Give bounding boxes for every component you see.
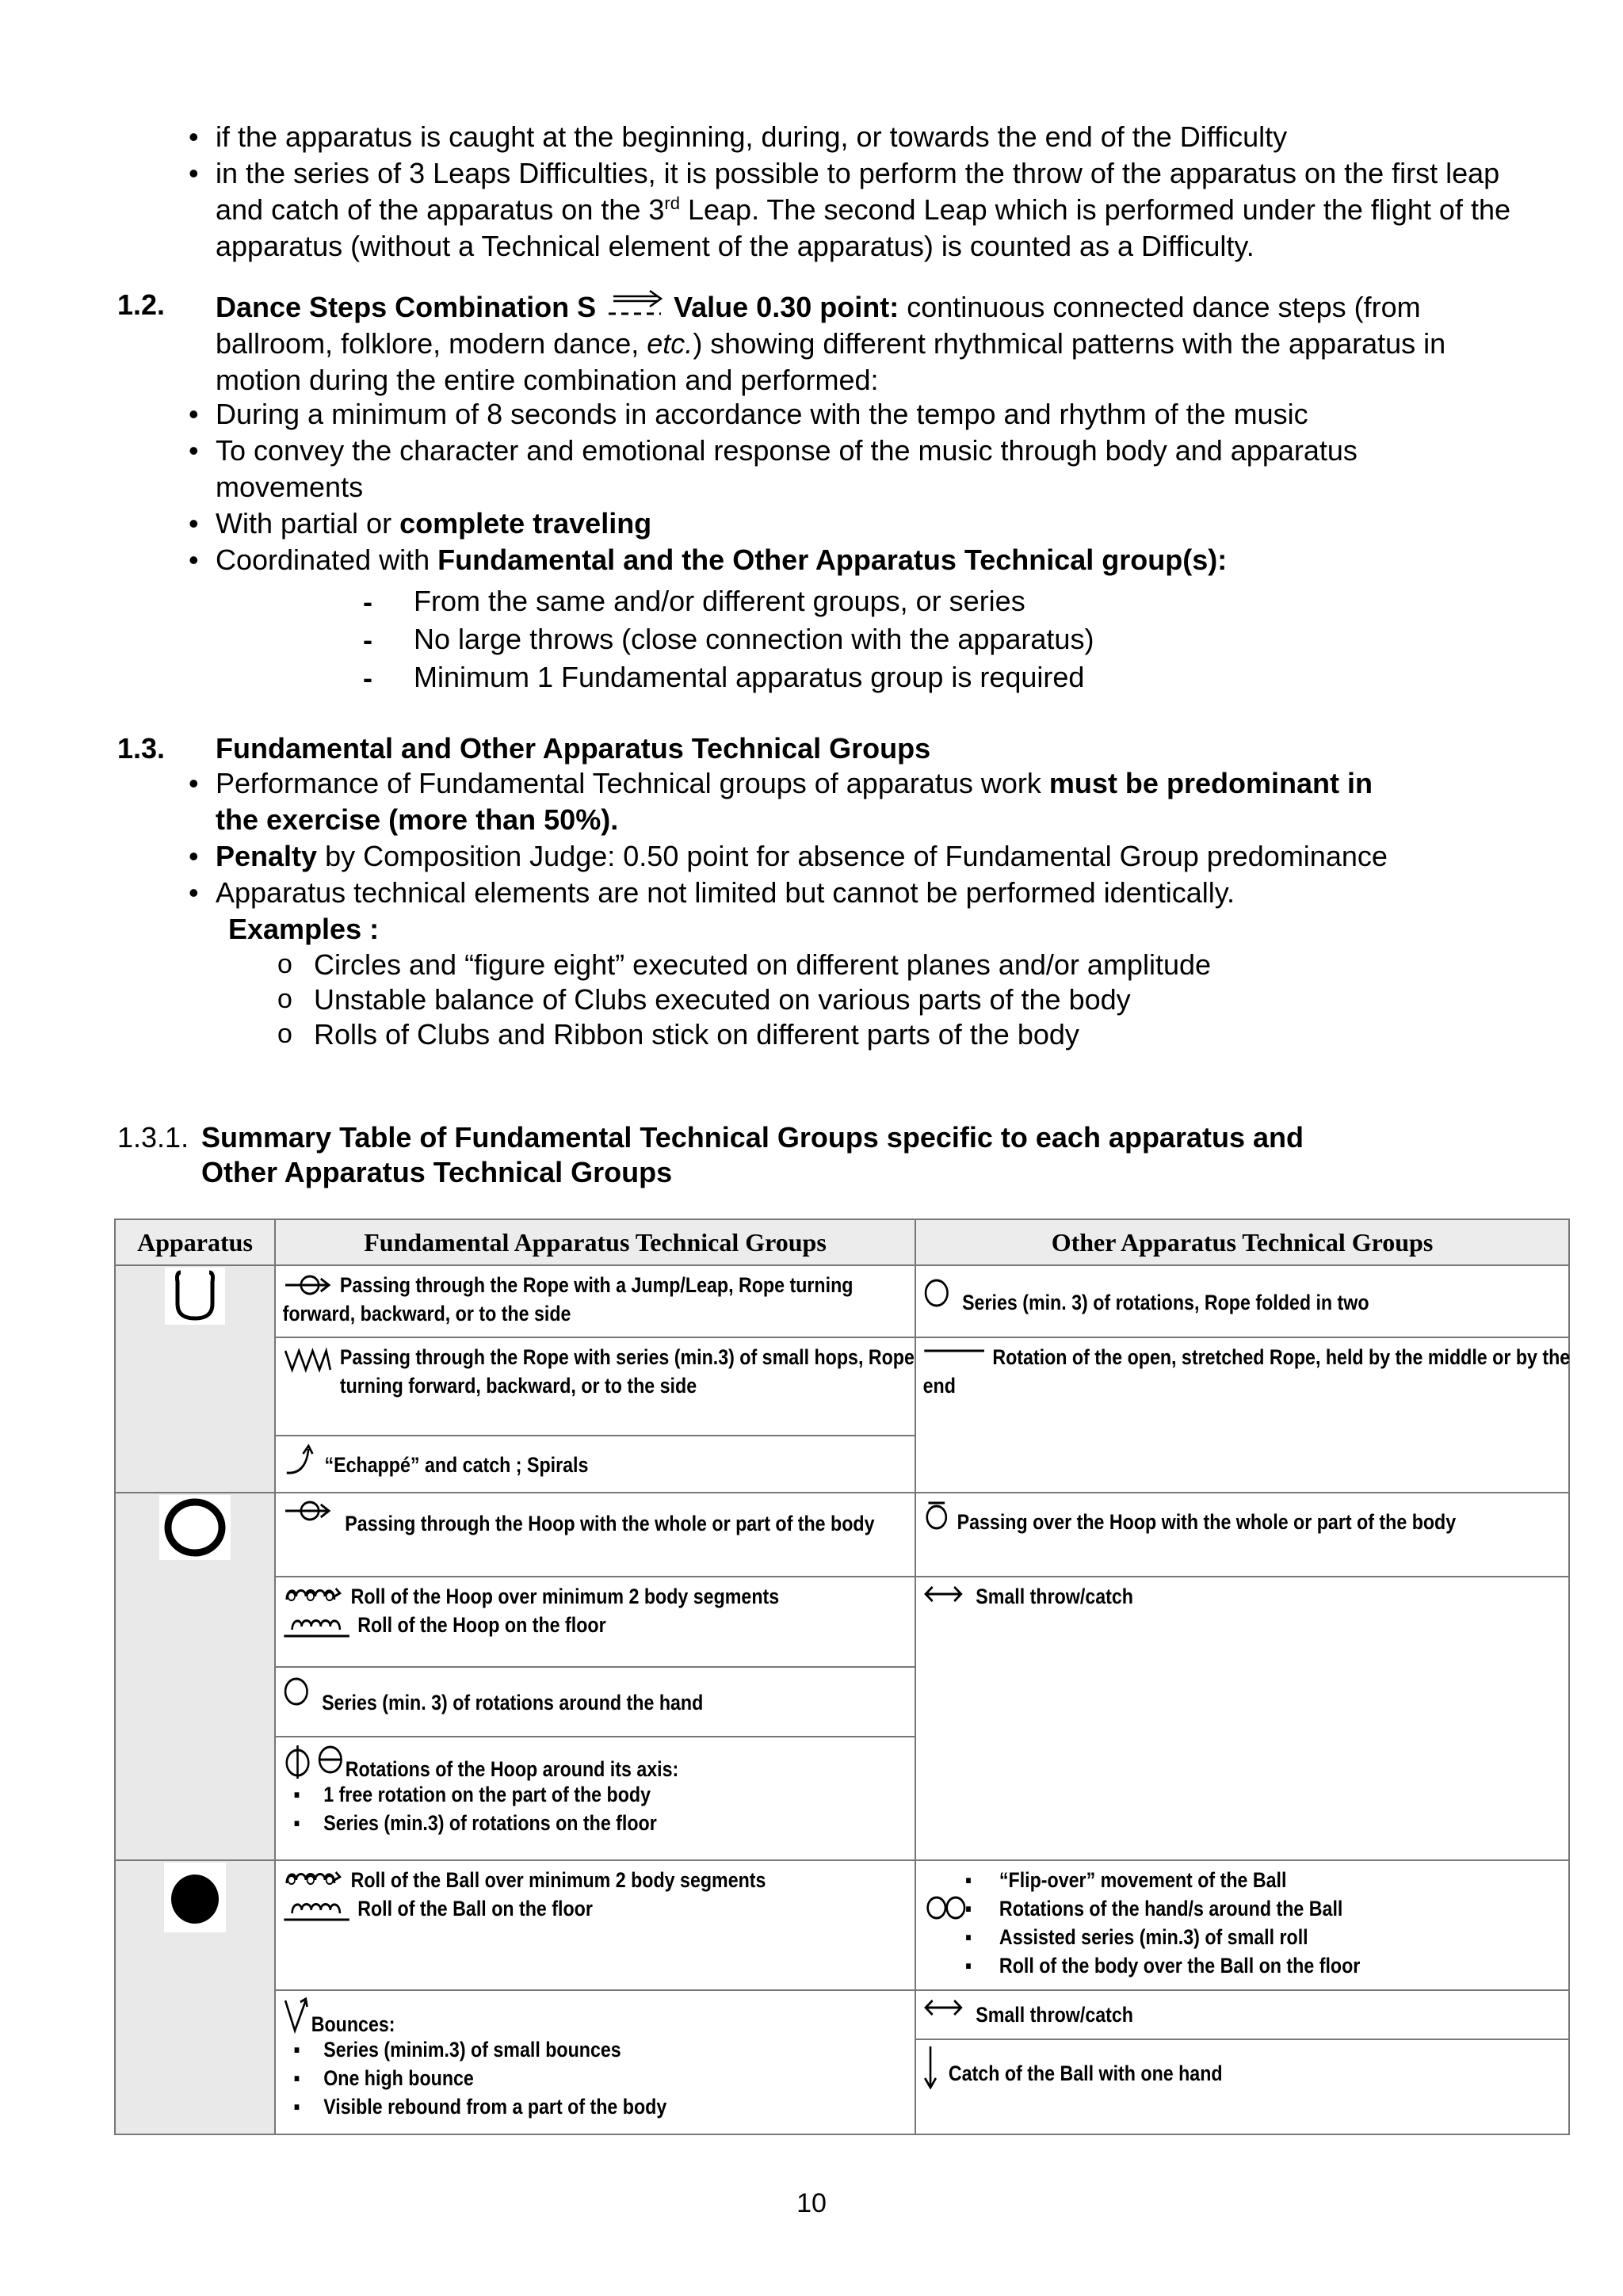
hoop-icon [158, 1493, 232, 1562]
rope-fundamental-2 [275, 1337, 915, 1436]
apparatus-cell-rope [115, 1265, 275, 1493]
zigzag-icon [283, 1343, 334, 1375]
bullet-text: Leap. The second Leap which is performed under the flight of the apparatus (without a Technical element of the apparatus) is counted as a Difficulty. [216, 193, 1510, 262]
rope-other-1 [915, 1265, 1569, 1337]
ball-fundamental-1 [275, 1860, 915, 1990]
list-item: ▪ Rotations of the hand/s around the Ball [995, 1894, 1361, 1923]
cell-text: Roll of the Hoop on the floor [357, 1613, 606, 1637]
example-item: Circles and “figure eight” executed on different planes and/or amplitude [314, 948, 1212, 981]
table-header-row [115, 1219, 1569, 1265]
apparatus-cell-hoop [115, 1493, 275, 1860]
cell-text: “Echappé” and catch ; Spirals [324, 1453, 589, 1477]
dash-item: Minimum 1 Fundamental apparatus group is required [414, 661, 1085, 693]
dash-item: From the same and/or different groups, or series [414, 585, 1025, 617]
circle-with-bar-icon [923, 1498, 950, 1533]
cell-text: Small throw/catch [976, 2003, 1133, 2027]
figure-eight-icon [923, 1894, 971, 1921]
rope-other-2 [915, 1337, 1569, 1493]
hoop-fundamental-1 [275, 1493, 915, 1577]
cell-text: Bounces: [311, 2012, 395, 2036]
table-row [115, 1265, 1569, 1337]
hoop-fundamental-2 [275, 1577, 915, 1667]
hoop-fundamental-4 [275, 1737, 915, 1860]
roll-floor-icon [283, 1894, 351, 1923]
list-item [216, 433, 1420, 505]
header-apparatus: Apparatus [115, 1219, 275, 1265]
bullet-text: During a minimum of 8 seconds in accordance with the tempo and rhythm of the music [216, 398, 1308, 430]
bullet-text: With partial or [216, 507, 400, 540]
summary-table [114, 1219, 1570, 2135]
list-item [216, 838, 1563, 875]
cell-text: Roll of the Ball over minimum 2 body segments [350, 1868, 766, 1892]
example-item: Rolls of Clubs and Ribbon stick on different parts of the body [314, 1018, 1079, 1051]
list-item: ▪ “Flip-over” movement of the Ball [995, 1866, 1361, 1894]
section-1-3-bullets-2 [216, 838, 1563, 911]
bullet-text: by Composition Judge: 0.50 point for absence of Fundamental Group predominance [317, 840, 1388, 872]
circle-icon [283, 1676, 310, 1707]
section-1-3-bullets [216, 765, 1420, 838]
hoop-fundamental-3 [275, 1667, 915, 1737]
bullet-bold-text: must be predominant in the exercise (more than 50%). [216, 767, 1373, 836]
bullet-text: Apparatus technical elements are not limited but cannot be performed identically. [216, 876, 1235, 909]
table-row [115, 1860, 1569, 1990]
list-item [216, 505, 1531, 542]
dash-marker: - [363, 624, 372, 656]
superscript: rd [664, 193, 680, 213]
example-marker: o [277, 1019, 292, 1049]
cell-text: Series (min. 3) of rotations, Rope folded in two [962, 1291, 1369, 1314]
section-title: Other Apparatus Technical Groups [201, 1156, 673, 1188]
roll-icon [283, 1582, 344, 1606]
horizontal-axis-circle-icon [315, 1742, 346, 1780]
bullet-text: if the apparatus is caught at the beginning, during, or towards the end of the Difficulty [216, 120, 1288, 153]
roll-icon [283, 1866, 344, 1890]
ball-other-2 [915, 1990, 1569, 2039]
vertical-axis-circle-icon [283, 1742, 313, 1780]
section-value: Value 0.30 point: [674, 291, 899, 323]
bullet-text: in the series of 3 Leaps Difficulties, it is possible to perform the throw of the apparatus on the first leap and catch of the apparatus on the 3 [216, 157, 1500, 226]
list-item: ▪ 1 free rotation on the part of the body [323, 1780, 919, 1809]
table-row [115, 1990, 1569, 2039]
list-item [216, 542, 1531, 578]
ball-icon [162, 1861, 227, 1934]
bullet-bold-text: Penalty [216, 840, 318, 872]
list-item [216, 119, 1523, 155]
double-arrow-icon [923, 1996, 964, 2019]
hoop-axis-list [283, 1780, 920, 1837]
cell-text: Roll of the Hoop over minimum 2 body segments [350, 1585, 780, 1608]
examples-label: Examples : [228, 913, 380, 945]
rope-fundamental-3 [275, 1436, 915, 1493]
curved-arrow-icon [283, 1440, 317, 1479]
bullet-bold-text: complete traveling [399, 507, 652, 540]
arrow-through-circle-icon [283, 1271, 334, 1298]
cell-text: Passing through the Hoop with the whole or part of the body [345, 1512, 875, 1535]
table-row [115, 1577, 1569, 1667]
top-bullet-list [216, 119, 1523, 265]
section-text: ) showing different rhythmical patterns with the apparatus in motion during the entire combination and performed: [216, 327, 1446, 396]
list-item: ▪ Visible rebound from a part of the body [323, 2092, 919, 2121]
dash-marker: - [363, 662, 372, 694]
roll-floor-icon [283, 1611, 351, 1639]
cell-text: Series (min. 3) of rotations around the hand [322, 1691, 704, 1714]
hoop-other-2 [915, 1577, 1569, 1860]
list-item: ▪ Roll of the body over the Ball on the floor [995, 1951, 1361, 1980]
section-text: continuous connected dance steps (from ballroom, folklore, modern dance, [216, 291, 1421, 360]
ball-other-3 [915, 2039, 1569, 2134]
cell-text: Passing over the Hoop with the whole or part of the body [957, 1510, 1457, 1534]
cell-text: Passing through the Rope with series (min.3) of small hops, Rope turning forward, backward, or to the side [339, 1345, 915, 1398]
circle-icon [923, 1277, 950, 1309]
table-row [115, 1493, 1569, 1577]
cell-text: Roll of the Ball on the floor [357, 1897, 593, 1920]
section-1-2-paragraph [216, 287, 1531, 399]
section-title: Summary Table of Fundamental Technical Groups specific to each apparatus and [201, 1121, 1304, 1154]
list-item [216, 765, 1420, 838]
italic-text: etc. [647, 327, 693, 360]
list-item: ▪ One high bounce [323, 2064, 919, 2092]
bullet-text: Performance of Fundamental Technical groups of apparatus work [216, 767, 1049, 799]
section-title: Dance Steps Combination S [216, 291, 597, 323]
line-icon [923, 1343, 986, 1359]
list-item: ▪ Series (min.3) of rotations on the floor [323, 1809, 919, 1837]
cell-text: Rotations of the Hoop around its axis: [345, 1757, 679, 1781]
list-item: ▪ Assisted series (min.3) of small roll [995, 1923, 1361, 1951]
ball-other-list [983, 1866, 1360, 1980]
list-item [216, 396, 1531, 433]
bullet-text: Coordinated with [216, 543, 438, 576]
hoop-other-1 [915, 1493, 1569, 1577]
bullet-text: To convey the character and emotional response of the music through body and apparatus movements [216, 434, 1358, 503]
section-number: 1.3.1. [117, 1121, 189, 1154]
rope-fundamental-1 [275, 1265, 915, 1337]
header-fundamental: Fundamental Apparatus Technical Groups [275, 1219, 915, 1265]
cell-text: Passing through the Rope with a Jump/Leap, Rope turning forward, backward, or to the side [282, 1273, 854, 1325]
dash-item: No large throws (close connection with the apparatus) [414, 623, 1094, 655]
section-1-2-bullets [216, 396, 1531, 578]
page-number: 10 [796, 2188, 827, 2218]
example-item: Unstable balance of Clubs executed on various parts of the body [314, 983, 1131, 1016]
ball-fundamental-2 [275, 1990, 915, 2134]
dash-marker: - [363, 585, 372, 618]
down-arrow-icon [923, 2045, 938, 2089]
cell-text: Rotation of the open, stretched Rope, held by the middle or by the end [922, 1345, 1571, 1398]
table-row [115, 1337, 1569, 1436]
list-item: ▪ Series (minim.3) of small bounces [323, 2035, 919, 2064]
example-marker: o [277, 984, 292, 1014]
section-number: 1.2. [117, 288, 166, 321]
apparatus-cell-ball [115, 1860, 275, 2134]
section-title: Fundamental and Other Apparatus Technical Groups [216, 732, 931, 765]
list-item [216, 875, 1563, 911]
ball-bounce-list [283, 2035, 920, 2121]
header-other: Other Apparatus Technical Groups [915, 1219, 1569, 1265]
example-marker: o [277, 949, 292, 979]
list-item [216, 155, 1523, 265]
double-arrow-icon [923, 1582, 964, 1606]
bounce-icon [283, 1996, 310, 2035]
section-number: 1.3. [117, 732, 166, 765]
bullet-bold-text: Fundamental and the Other Apparatus Technical group(s): [437, 543, 1228, 576]
cell-text: Catch of the Ball with one hand [948, 2061, 1223, 2085]
dance-steps-arrow-icon [604, 287, 666, 320]
cell-text: Small throw/catch [976, 1585, 1133, 1608]
arrow-through-circle-icon [283, 1498, 334, 1525]
rope-icon [163, 1266, 227, 1326]
ball-other-1 [915, 1860, 1569, 1990]
